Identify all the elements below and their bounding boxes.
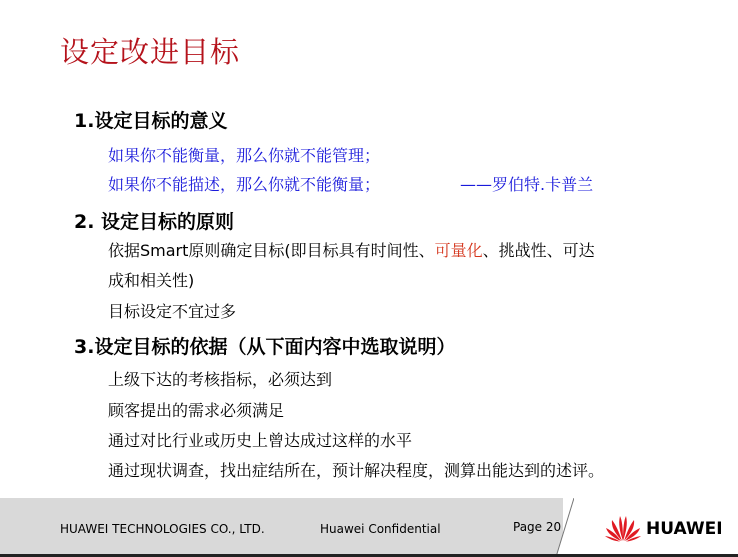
section3-item-3: 通过对比行业或历史上曾达成过这样的水平: [108, 431, 413, 450]
section1-item-2: 如果你不能描述，那么你就不能衡量；: [108, 175, 381, 194]
quote-author: ——罗伯特.卡普兰: [460, 175, 594, 194]
section2-item-1-text-before: 依据Smart原则确定目标(即目标具有时间性、: [108, 241, 435, 260]
section-heading-2: 2. 设定目标的原则: [74, 211, 235, 233]
highlight-text: 可量化: [434, 241, 483, 260]
section2-item-1: [108, 238, 595, 261]
section2-item-1-text-after: 、挑战性、可达: [482, 241, 595, 260]
section-heading-3: 3.设定目标的依据（从下面内容中选取说明）: [74, 336, 456, 358]
slide-title: 设定改进目标: [60, 35, 241, 69]
section2-item-2: 目标设定不宜过多: [108, 302, 237, 321]
section1-item-1: 如果你不能衡量，那么你就不能管理；: [108, 146, 381, 165]
section3-item-1: 上级下达的考核指标，必须达到: [108, 370, 333, 389]
huawei-logo-icon: [604, 514, 642, 542]
section3-item-2: 顾客提出的需求必须满足: [108, 401, 285, 420]
footer-company: HUAWEI TECHNOLOGIES CO., LTD.: [60, 522, 265, 536]
footer-confidential: Huawei Confidential: [320, 522, 441, 536]
section3-item-4: 通过现状调查，找出症结所在，预计解决程度，测算出能达到的述评。: [108, 461, 605, 480]
footer-page-number: Page 20: [513, 520, 562, 534]
section-heading-1: 1.设定目标的意义: [74, 110, 228, 132]
section2-item-1-line2: 成和相关性): [108, 271, 195, 290]
huawei-logo-text: HUAWEI: [646, 519, 723, 539]
